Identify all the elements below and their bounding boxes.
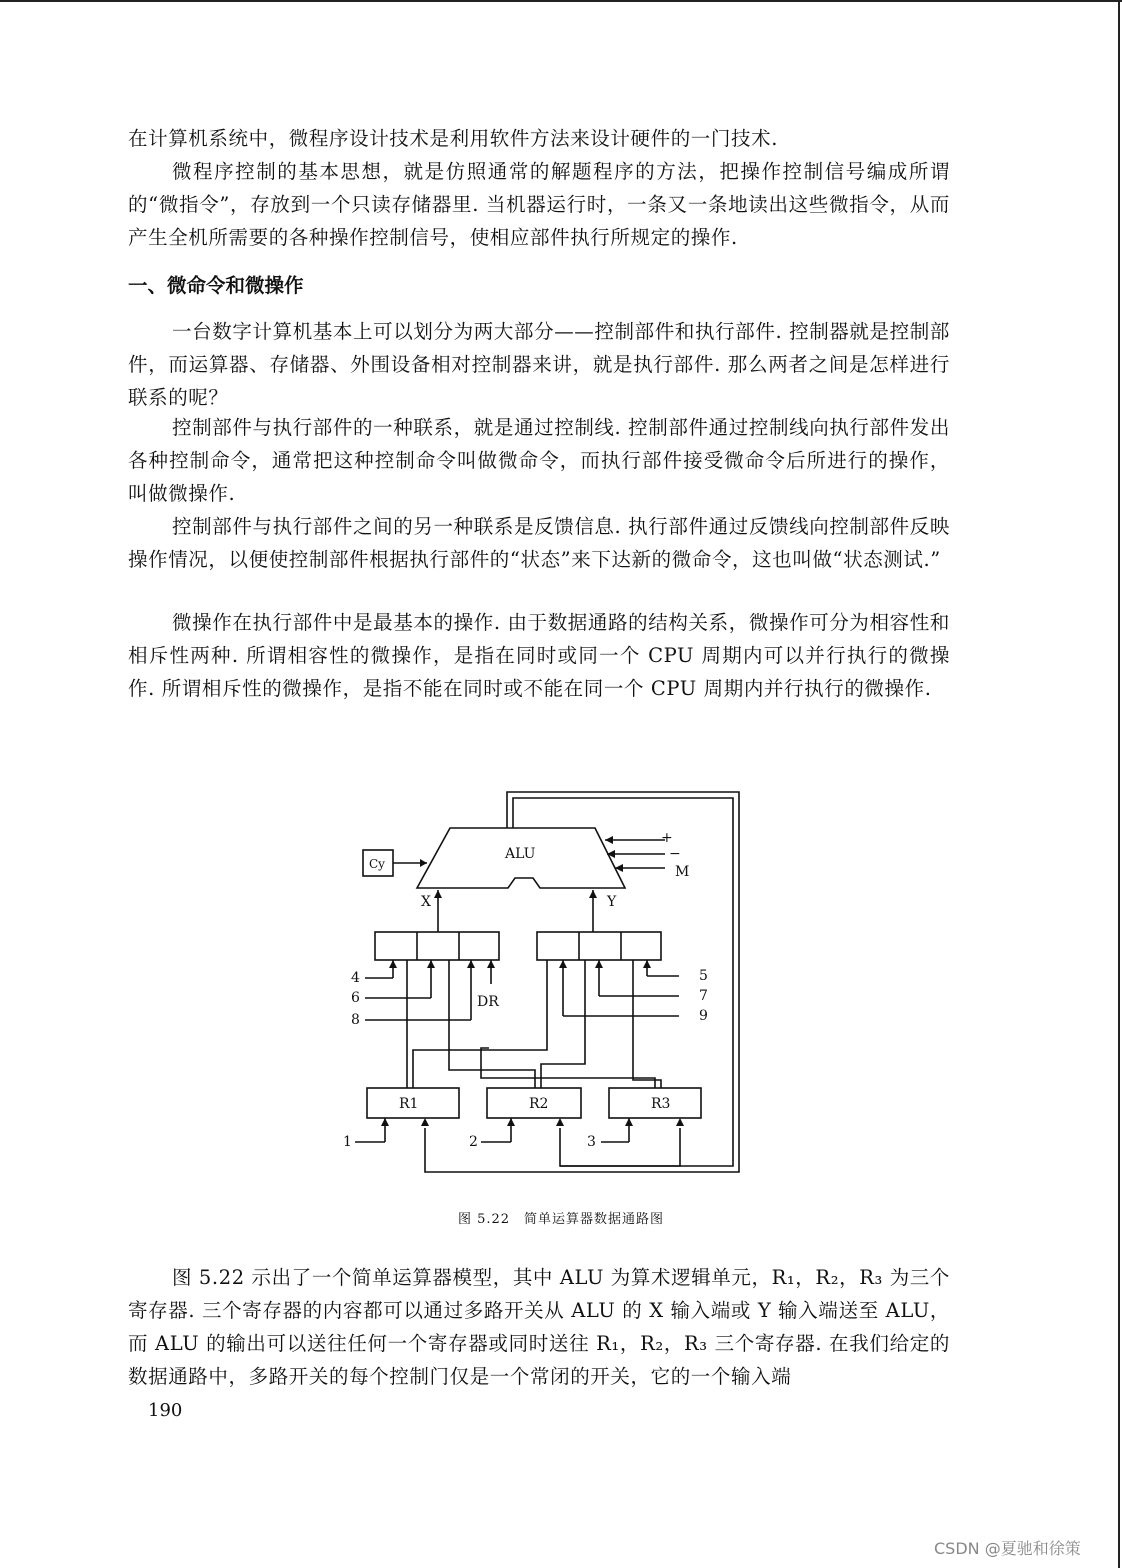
y-label: Y [607, 894, 617, 910]
dr-label: DR [477, 994, 499, 1010]
datapath-diagram [335, 788, 755, 1188]
control-9-label: 9 [699, 1008, 708, 1024]
control-5-label: 5 [699, 968, 708, 984]
watermark: CSDN @夏驰和徐策 [934, 1539, 1081, 1558]
r3-label: R3 [651, 1096, 671, 1112]
control-8-label: 8 [351, 1012, 360, 1028]
control-4-label: 4 [351, 970, 360, 986]
page-frame-right [1118, 0, 1120, 1568]
section-heading: 一、微命令和微操作 [128, 274, 304, 297]
m-label: M [675, 864, 690, 880]
paragraph-4: 控制部件与执行部件的一种联系，就是通过控制线. 控制部件通过控制线向执行部件发出各种控制命令，通常把这种控制命令叫做微命令，而执行部件接受微命令后所进行的操作，叫做微操作. [128, 416, 950, 505]
paragraph-2: 微程序控制的基本思想，就是仿照通常的解题程序的方法，把操作控制信号编成所谓的“微指令”，存放到一个只读存储器里. 当机器运行时，一条又一条地读出这些微指令，从而产生全机所需要的各种操作控制信号，使相应部件执行所规定的操作. [128, 160, 950, 249]
paragraph-3: 一台数字计算机基本上可以划分为两大部分——控制部件和执行部件. 控制器就是控制部件，而运算器、存储器、外围设备相对控制器来讲，就是执行部件. 那么两者之间是怎样进行联系的呢？ [128, 320, 950, 409]
control-1-label: 1 [343, 1134, 352, 1150]
page-number: 190 [148, 1400, 183, 1421]
alu-label: ALU [505, 846, 536, 862]
control-2-label: 2 [469, 1134, 478, 1150]
paragraph-1: 在计算机系统中，微程序设计技术是利用软件方法来设计硬件的一门技术. [128, 127, 778, 150]
carry-label: Cy [369, 857, 385, 871]
figure-caption: 图 5.22 简单运算器数据通路图 [457, 1212, 665, 1227]
mux-x-block [375, 932, 499, 960]
paragraph-5: 控制部件与执行部件之间的另一种联系是反馈信息. 执行部件通过反馈线向控制部件反映操作情况，以便使控制部件根据执行部件的“状态”来下达新的微命令，这也叫做“状态测试.” [128, 515, 950, 571]
plus-label: + [661, 830, 673, 846]
control-7-label: 7 [699, 988, 708, 1004]
page-frame-top [0, 0, 1122, 2]
minus-label: − [669, 846, 681, 862]
r2-label: R2 [529, 1096, 549, 1112]
mux-y-block [537, 932, 661, 960]
control-3-label: 3 [587, 1134, 596, 1150]
paragraph-6: 微操作在执行部件中是最基本的操作. 由于数据通路的结构关系，微操作可分为相容性和相斥性两种. 所谓相容性的微操作，是指在同时或同一个 CPU 周期内可以并行执行的微操作. 所谓相斥性的微操作，是指不能在同时或不能在同一个 CPU 周期内并行执行的微操作. [128, 611, 950, 700]
control-6-label: 6 [351, 990, 360, 1006]
r1-label: R1 [399, 1096, 419, 1112]
x-label: X [421, 894, 431, 910]
paragraph-7: 图 5.22 示出了一个简单运算器模型，其中 ALU 为算术逻辑单元，R₁，R₂，R₃ 为三个寄存器. 三个寄存器的内容都可以通过多路开关从 ALU 的 X 输入端或 Y 输入端送至 ALU，而 ALU 的输出可以送往任何一个寄存器或同时送往 R₁，R₂，R₃ 三个寄存器. 在我们给定的数据通路中，多路开关的每个控制门仅是一个常闭的开关，它的一个输入端 [128, 1266, 951, 1388]
